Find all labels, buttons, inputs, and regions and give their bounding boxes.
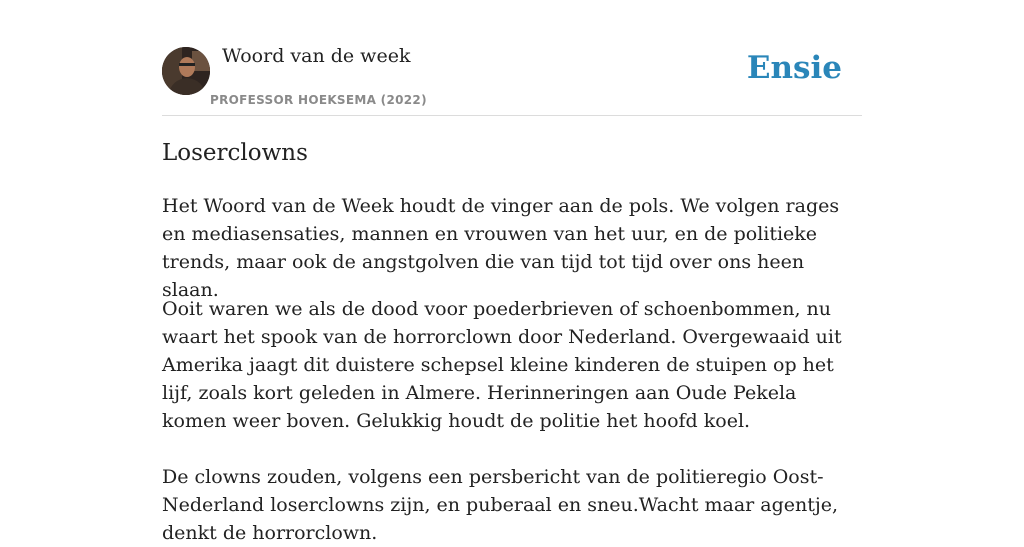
article-paragraph: Het Woord van de Week houdt de vinger aan de pols. We volgen rages en mediasensaties, mannen en vrouwen van het uur, en de politieke trends, maar ook de angstgolven die van tijd tot tijd over ons heen slaan. — [162, 195, 840, 301]
brand-logo[interactable]: Ensie — [746, 50, 842, 86]
author-name[interactable]: PROFESSOR HOEKSEMA (2022) — [210, 93, 427, 107]
avatar-portrait-icon — [162, 47, 210, 95]
article-paragraph: De clowns zouden, volgens een persbericht van de politieregio Oost-Nederland loserclowns zijn, en puberaal en sneu.Wacht maar agentje, denkt de horrorclown. — [162, 466, 839, 544]
article-paragraph: Ooit waren we als de dood voor poederbrieven of schoenbommen, nu waart het spook van de horrorclown door Nederland. Overgewaaid uit Amerika jaagt dit duistere schepsel kleine kinderen de stuipen op het lijf, zoals kort geleden in Almere. Herinneringen aan Oude Pekela komen weer boven. Gelukkig houdt de politie het hoofd koel. — [162, 298, 842, 432]
article-header — [162, 0, 862, 116]
article-title: Loserclowns — [162, 140, 308, 166]
article-page — [162, 0, 862, 544]
series-title[interactable]: Woord van de week — [222, 45, 411, 67]
author-avatar[interactable] — [162, 47, 210, 95]
